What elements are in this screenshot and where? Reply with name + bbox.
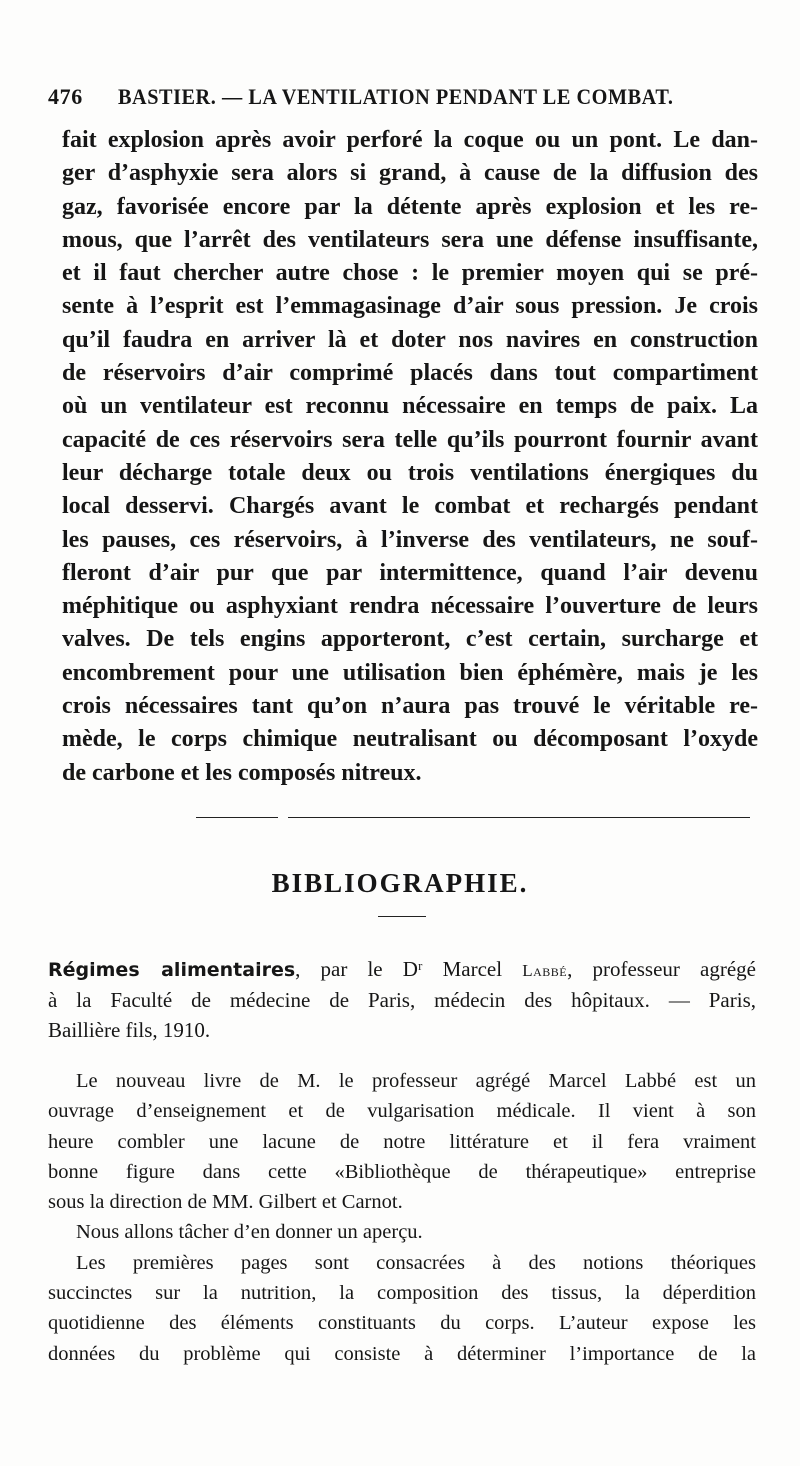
body-line: et il faut chercher autre chose : le premier moyen qui se pré- (62, 260, 758, 287)
body-line: qu’il faudra en arriver là et doter nos navires en construction (62, 326, 758, 353)
body-line: capacité de ces réservoirs sera telle qu’ils pourront fournir avant (62, 426, 758, 453)
title-underline (378, 916, 426, 917)
review-line: heure combler une lacune de notre littérature et il fera vraiment (48, 1130, 756, 1153)
entry-author: Labbé (522, 961, 568, 980)
review-line: Nous allons tâcher d’en donner un aperçu. (76, 1221, 423, 1244)
body-line: gaz, favorisée encore par la détente après explosion et les re- (62, 193, 758, 220)
review-text (48, 1066, 756, 1369)
entry-text: , professeur agrégé (567, 957, 756, 981)
body-line: leur décharge totale deux ou trois ventilations énergiques du (62, 459, 758, 486)
body-line: crois nécessaires tant qu’on n’aura pas trouvé le véritable re- (62, 693, 758, 720)
body-line: local desservi. Chargés avant le combat et rechargés pendant (62, 493, 758, 520)
review-line: données du problème qui consiste à déterminer l’importance de la (48, 1342, 756, 1365)
review-line: succinctes sur la nutrition, la composition des tissus, la déperdition (48, 1282, 756, 1305)
body-line: les pauses, ces réservoirs, à l’inverse des ventilateurs, ne souf- (62, 526, 758, 553)
body-line: de réservoirs d’air comprimé placés dans tout compartiment (62, 360, 758, 387)
body-line: valves. De tels engins apporteront, c’est certain, surcharge et (62, 626, 758, 653)
entry-title: Régimes alimentaires (48, 959, 296, 981)
body-line: encombrement pour une utilisation bien éphémère, mais je les (62, 659, 758, 686)
article-body (62, 124, 758, 790)
bibliography-line: Baillière fils, 1910. (48, 1018, 211, 1042)
review-line: ouvrage d’enseignement et de vulgarisation médicale. Il vient à son (48, 1100, 756, 1123)
body-line: de carbone et les composés nitreux. (62, 759, 422, 786)
bibliography-entry (48, 954, 756, 1046)
review-line: Le nouveau livre de M. le professeur agrégé Marcel Labbé est un (76, 1070, 756, 1092)
body-line: où un ventilateur est reconnu nécessaire en temps de paix. La (62, 393, 758, 420)
running-head (48, 84, 758, 114)
body-line: fleront d’air pur que par intermittence, quand l’air devenu (62, 559, 758, 586)
body-line: sente à l’esprit est l’emmagasinage d’air sous pression. Je crois (62, 293, 758, 320)
bibliography-line (48, 954, 756, 985)
body-line: fait explosion après avoir perforé la coque ou un pont. Le dan- (62, 127, 758, 153)
review-line: Les premières pages sont consacrées à des notions théoriques (76, 1251, 756, 1274)
section-divider-short (196, 817, 278, 818)
page-number: 476 (48, 84, 83, 109)
section-divider-long (288, 817, 750, 818)
review-line: bonne figure dans cette «Bibliothèque de thérapeutique» entreprise (48, 1160, 756, 1183)
running-head-title: BASTIER. — LA VENTILATION PENDANT LE COMBAT. (118, 84, 674, 109)
review-line: sous la direction de MM. Gilbert et Carnot. (48, 1191, 403, 1214)
section-title: BIBLIOGRAPHIE. (271, 868, 529, 898)
entry-text: , par le Dʳ Marcel (295, 957, 523, 981)
body-line: ger d’asphyxie sera alors si grand, à cause de la diffusion des (62, 160, 758, 187)
bibliography-line: à la Faculté de médecine de Paris, médecin des hôpitaux. — Paris, (48, 987, 756, 1012)
body-line: mous, que l’arrêt des ventilateurs sera une défense insuffisante, (62, 226, 758, 253)
review-line: quotidienne des éléments constituants du corps. L’auteur expose les (48, 1312, 756, 1335)
body-line: méphitique ou asphyxiant rendra nécessaire l’ouverture de leurs (62, 593, 758, 620)
body-line: mède, le corps chimique neutralisant ou décomposant l’oxyde (62, 726, 758, 753)
